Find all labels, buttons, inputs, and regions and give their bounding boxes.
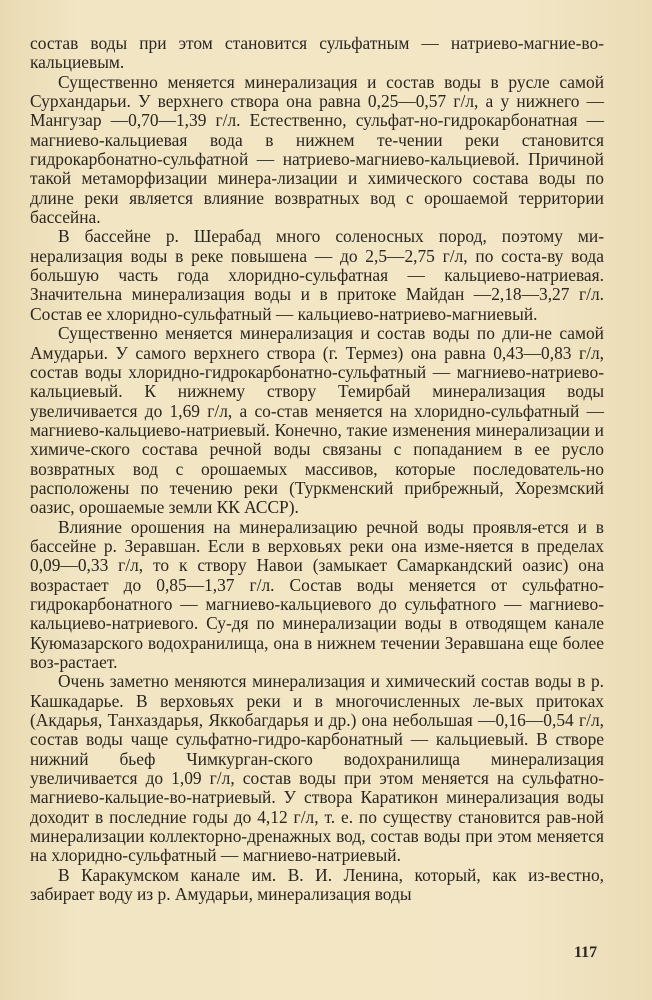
paragraph-surkhandarya: Существенно меняется минерализация и состав воды в русле самой Сурхандарьи. У верхнего створа она равна 0,25—0,57 г/л, а у нижнего — Мангузар —0,70—1,39 г/л. Естественно, сульфат-но-гидрокарбонатная — магниево-кальциевая вода в нижнем те-чении реки становится гидрокарбонатно-сульфатной — натриево-магниево-кальциевой. Причиной такой метаморфизации минера-лизации и химического состава воды по длине реки является влияние возвратных вод с орошаемой территории бассейна. bbox=[30, 71, 604, 228]
paragraph-kashkadarya: Очень заметно меняются минерализация и химический состав воды в р. Кашкадарье. В верховьях реки и в многочисленных ле-вых притоках (Акдарья, Танхаздарья, Яккобагдарья и др.) она небольшая —0,16—0,54 г/л, состав воды чаще сульфатно-гидро-карбонатный — кальциевый. В створе нижний бьеф Чимкурган-ского водохранилища минерализация увеличивается до 1,09 г/л, состав воды при этом меняется на сульфатно-магниево-кальцие-во-натриевый. У створа Каратикон минерализация воды доходит в последние годы до 4,12 г/л, т. е. по существу становится рав-ной минерализации коллекторно-дренажных вод, состав воды при этом меняется на хлоридно-сульфатный — магниево-натриевый. bbox=[30, 671, 604, 866]
paragraph-amudarya: Существенно меняется минерализация и состав воды по дли-не самой Амударьи. У самого верхнего створа (г. Термез) она равна 0,43—0,83 г/л, состав воды хлоридно-гидрокарбонатно-сульфатный — магниево-натриево-кальциевый. К нижнему створу Темирбай минерализация воды увеличивается до 1,69 г/л, а со-став меняется на хлоридно-сульфатный — магниево-кальциево-натриевый. Конечно, такие изменения минерализации и химиче-ского состава речной воды связаны с попаданием в ее русло возвратных вод с орошаемых массивов, которые последователь-но расположены по течению реки (Туркменский прибрежный, Хорезмский оазис, орошаемые земли КК АССР). bbox=[30, 323, 604, 518]
paragraph-karakum-canal: В Каракумском канале им. В. И. Ленина, который, как из-вестно, забирает воду из р. Амударьи, минерализация воды bbox=[30, 864, 604, 905]
paragraph-sherabad: В бассейне р. Шерабад много соленосных пород, поэтому ми-нерализация воды в реке повышена — до 2,5—2,75 г/л, по соста-ву вода большую часть года хлоридно-сульфатная — кальциево-натриевая. Значительна минерализация воды и в притоке Майдан —2,18—3,27 г/л. Состав ее хлоридно-сульфатный — кальциево-натриево-магниевый. bbox=[30, 226, 604, 324]
paragraph-zeravshan: Влияние орошения на минерализацию речной воды проявля-ется и в бассейне р. Зеравшан. Если в верховьях реки она изме-няется в пределах 0,09—0,33 г/л, то к створу Навои (замыкает Самаркандский оазис) она возрастает до 0,85—1,37 г/л. Состав воды меняется от сульфатно-гидрокарбонатного — магниево-кальциевого до сульфатного — магниево-кальциево-натриевого. Су-дя по минерализации воды в отводящем канале Куюмазарского водохранилища, она в нижнем течении Зеравшана еще более воз-растает. bbox=[30, 516, 604, 672]
paragraph-continued: состав воды при этом становится сульфатным — натриево-магние-во-кальциевым. bbox=[30, 33, 604, 73]
body-text bbox=[30, 34, 604, 904]
page-number: 117 bbox=[574, 944, 598, 961]
